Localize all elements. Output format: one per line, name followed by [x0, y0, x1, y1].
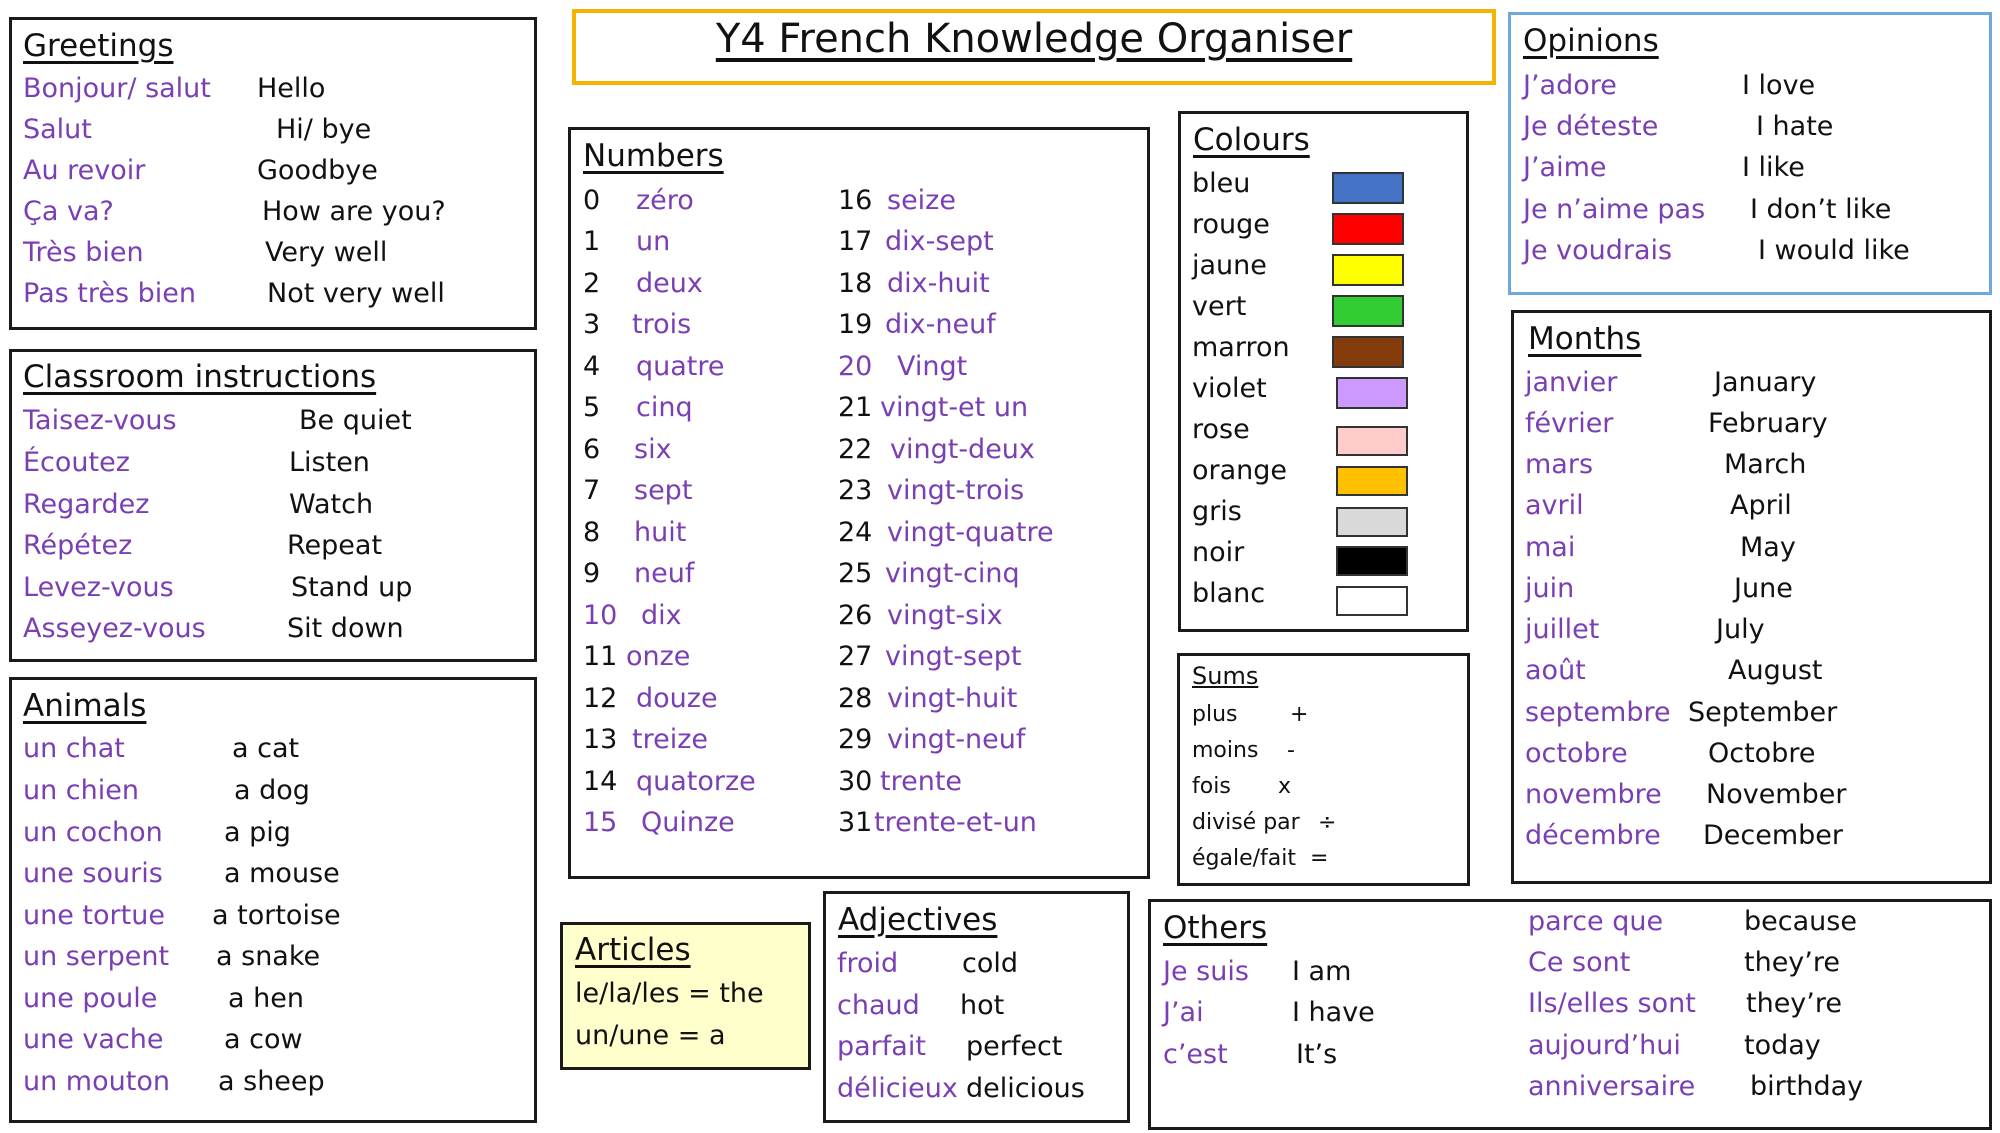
other-en: I have [1292, 997, 1375, 1028]
colours-heading: Colours [1193, 122, 1310, 158]
number-word: dix [641, 600, 682, 631]
month-en: May [1740, 532, 1796, 563]
sum-word: divisé par [1192, 810, 1300, 835]
instruction-fr: Regardez [23, 489, 150, 520]
month-fr: avril [1525, 490, 1584, 521]
animal-en: a tortoise [212, 900, 341, 931]
adjective-fr: parfait [837, 1031, 926, 1062]
opinion-en: I love [1742, 70, 1816, 101]
adjective-en: cold [962, 948, 1019, 979]
animal-fr: un cochon [23, 817, 163, 848]
opinion-fr: Je n’aime pas [1523, 194, 1706, 225]
animal-fr: une tortue [23, 900, 165, 931]
number-word: Vingt [897, 351, 968, 382]
colour-name: vert [1192, 291, 1247, 322]
number-digit: 19 [838, 309, 873, 340]
number-digit: 28 [838, 683, 873, 714]
month-fr: septembre [1525, 697, 1671, 728]
sum-word: fois [1192, 774, 1231, 799]
animal-en: a cow [224, 1024, 303, 1055]
colour-swatch [1332, 336, 1404, 368]
other-fr: anniversaire [1528, 1071, 1696, 1102]
month-fr: juillet [1525, 614, 1600, 645]
sum-word: égale/fait [1192, 846, 1297, 871]
month-fr: mai [1525, 532, 1576, 563]
number-digit: 12 [583, 683, 618, 714]
adjective-en: hot [960, 990, 1005, 1021]
month-fr: février [1525, 408, 1614, 439]
classroom-heading: Classroom instructions [23, 359, 377, 395]
other-en: they’re [1746, 988, 1842, 1019]
number-digit: 8 [583, 517, 601, 548]
others-heading: Others [1163, 910, 1268, 946]
number-digit: 25 [838, 558, 873, 589]
month-fr: novembre [1525, 779, 1662, 810]
number-word: vingt-six [887, 600, 1003, 631]
opinions-heading: Opinions [1523, 23, 1659, 59]
animal-en: a cat [232, 733, 300, 764]
number-digit: 17 [838, 226, 873, 257]
opinion-fr: Je voudrais [1523, 235, 1673, 266]
sum-symbol: - [1287, 738, 1295, 763]
instruction-fr: Asseyez-vous [23, 613, 206, 644]
instruction-fr: Répétez [23, 530, 133, 561]
number-word: onze [626, 641, 691, 672]
month-fr: octobre [1525, 738, 1628, 769]
sum-symbol: + [1290, 702, 1309, 727]
colour-swatch [1336, 586, 1408, 616]
number-word: seize [887, 185, 956, 216]
animal-en: a hen [228, 983, 304, 1014]
adjective-en: delicious [966, 1073, 1085, 1104]
adjective-fr: délicieux [837, 1073, 958, 1104]
number-word: huit [634, 517, 687, 548]
number-word: dix-neuf [885, 309, 996, 340]
adjective-fr: froid [837, 948, 899, 979]
number-word: zéro [636, 185, 694, 216]
opinion-en: I don’t like [1750, 194, 1892, 225]
colour-swatch [1332, 254, 1404, 286]
greeting-fr: Pas très bien [23, 278, 196, 309]
colour-name: gris [1192, 496, 1242, 527]
month-en: June [1734, 573, 1793, 604]
greeting-fr: Au revoir [23, 155, 146, 186]
number-word: un [636, 226, 671, 257]
animal-fr: une vache [23, 1024, 164, 1055]
number-digit: 14 [583, 766, 618, 797]
animal-en: a pig [224, 817, 291, 848]
month-fr: août [1525, 655, 1586, 686]
month-en: January [1714, 367, 1817, 398]
number-word: neuf [634, 558, 695, 589]
other-en: I am [1292, 956, 1352, 987]
number-digit: 18 [838, 268, 873, 299]
animal-en: a dog [234, 775, 310, 806]
number-word: douze [636, 683, 718, 714]
sum-word: plus [1192, 702, 1238, 727]
colour-swatch [1336, 546, 1408, 576]
colour-name: jaune [1192, 250, 1267, 281]
month-en: September [1688, 697, 1838, 728]
number-word: quatorze [636, 766, 756, 797]
number-digit: 27 [838, 641, 873, 672]
article-line: le/la/les = the [575, 978, 764, 1009]
number-word: dix-sept [885, 226, 994, 257]
greeting-fr: Salut [23, 114, 92, 145]
instruction-en: Sit down [287, 613, 404, 644]
number-word: trente [880, 766, 963, 797]
colour-swatch [1332, 172, 1404, 204]
number-word: vingt-cinq [885, 558, 1020, 589]
colour-name: rose [1192, 414, 1250, 445]
month-en: April [1730, 490, 1792, 521]
sum-symbol: x [1278, 774, 1292, 799]
sum-symbol: = [1310, 846, 1329, 871]
page-title: Y4 French Knowledge Organiser [715, 16, 1353, 62]
opinion-en: I like [1742, 152, 1805, 183]
number-word: vingt-et un [880, 392, 1029, 423]
instruction-en: Stand up [291, 572, 413, 603]
colour-name: violet [1192, 373, 1267, 404]
other-fr: Je suis [1163, 956, 1249, 987]
number-digit: 11 [583, 641, 618, 672]
colour-swatch [1332, 295, 1404, 327]
number-word: dix-huit [887, 268, 990, 299]
opinion-fr: J’aime [1523, 152, 1607, 183]
number-digit: 16 [838, 185, 873, 216]
greeting-en: Goodbye [257, 155, 378, 186]
greetings-heading: Greetings [23, 28, 174, 64]
number-word: six [634, 434, 672, 465]
colour-swatch [1336, 507, 1408, 537]
colour-swatch [1336, 426, 1408, 456]
greeting-fr: Ça va? [23, 196, 114, 227]
instruction-en: Listen [289, 447, 370, 478]
number-digit: 30 [838, 766, 873, 797]
number-word: vingt-neuf [887, 724, 1026, 755]
number-digit: 4 [583, 351, 601, 382]
greeting-en: Very well [265, 237, 388, 268]
animal-fr: un serpent [23, 941, 170, 972]
month-en: November [1706, 779, 1847, 810]
number-word: Quinze [641, 807, 735, 838]
animal-fr: une poule [23, 983, 158, 1014]
number-word: deux [636, 268, 703, 299]
animal-en: a mouse [224, 858, 340, 889]
month-en: February [1708, 408, 1828, 439]
animal-fr: un mouton [23, 1066, 170, 1097]
number-word: vingt-quatre [887, 517, 1054, 548]
instruction-fr: Levez-vous [23, 572, 174, 603]
number-digit: 7 [583, 475, 601, 506]
instruction-fr: Taisez-vous [23, 405, 177, 436]
number-word: quatre [636, 351, 725, 382]
animal-fr: un chien [23, 775, 139, 806]
number-digit: 5 [583, 392, 601, 423]
number-word: vingt-sept [885, 641, 1022, 672]
greeting-en: Hello [257, 73, 326, 104]
greeting-en: How are you? [262, 196, 446, 227]
month-en: August [1728, 655, 1823, 686]
opinion-en: I would like [1758, 235, 1910, 266]
instruction-en: Repeat [287, 530, 383, 561]
animal-fr: un chat [23, 733, 125, 764]
month-fr: mars [1525, 449, 1594, 480]
adjectives-heading: Adjectives [838, 902, 998, 938]
other-en: they’re [1744, 947, 1840, 978]
adjective-fr: chaud [837, 990, 920, 1021]
opinion-en: I hate [1756, 111, 1834, 142]
number-word: trente-et-un [874, 807, 1037, 838]
other-fr: parce que [1528, 906, 1664, 937]
number-digit: 20 [838, 351, 873, 382]
other-fr: Ils/elles sont [1528, 988, 1696, 1019]
number-digit: 29 [838, 724, 873, 755]
other-fr: Ce sont [1528, 947, 1631, 978]
sum-symbol: ÷ [1318, 810, 1337, 835]
number-digit: 1 [583, 226, 601, 257]
opinion-fr: J’adore [1523, 70, 1617, 101]
number-digit: 15 [583, 807, 618, 838]
number-digit: 13 [583, 724, 618, 755]
number-digit: 6 [583, 434, 601, 465]
number-digit: 10 [583, 600, 618, 631]
number-digit: 3 [583, 309, 601, 340]
number-digit: 31 [838, 807, 873, 838]
instruction-en: Be quiet [299, 405, 412, 436]
number-digit: 21 [838, 392, 873, 423]
articles-heading: Articles [575, 932, 691, 968]
colour-name: bleu [1192, 168, 1251, 199]
other-en: because [1744, 906, 1857, 937]
other-en: birthday [1750, 1071, 1864, 1102]
number-digit: 24 [838, 517, 873, 548]
adjective-en: perfect [966, 1031, 1063, 1062]
month-en: July [1716, 614, 1765, 645]
animal-fr: une souris [23, 858, 163, 889]
instruction-en: Watch [289, 489, 374, 520]
number-word: vingt-deux [890, 434, 1035, 465]
numbers-heading: Numbers [583, 138, 724, 174]
colour-swatch [1336, 377, 1408, 409]
number-word: treize [632, 724, 708, 755]
colour-name: noir [1192, 537, 1245, 568]
number-digit: 22 [838, 434, 873, 465]
month-fr: décembre [1525, 820, 1661, 851]
greeting-fr: Très bien [23, 237, 144, 268]
sums-heading: Sums [1192, 662, 1259, 690]
colour-name: orange [1192, 455, 1288, 486]
instruction-fr: Écoutez [23, 447, 130, 478]
opinion-fr: Je déteste [1523, 111, 1659, 142]
number-digit: 9 [583, 558, 601, 589]
month-en: December [1703, 820, 1844, 851]
month-en: Octobre [1708, 738, 1816, 769]
colour-name: marron [1192, 332, 1290, 363]
number-digit: 2 [583, 268, 601, 299]
number-word: vingt-trois [887, 475, 1025, 506]
months-heading: Months [1528, 321, 1642, 357]
number-digit: 0 [583, 185, 601, 216]
greeting-en: Hi/ bye [276, 114, 372, 145]
animal-en: a snake [216, 941, 321, 972]
animals-heading: Animals [23, 688, 147, 724]
month-fr: janvier [1525, 367, 1618, 398]
article-line: un/une = a [575, 1020, 726, 1051]
sum-word: moins [1192, 738, 1259, 763]
colour-swatch [1332, 213, 1404, 245]
colour-name: blanc [1192, 578, 1266, 609]
number-word: cinq [636, 392, 693, 423]
other-fr: aujourd’hui [1528, 1030, 1681, 1061]
other-en: today [1744, 1030, 1821, 1061]
month-fr: juin [1525, 573, 1575, 604]
animal-en: a sheep [218, 1066, 325, 1097]
colour-name: rouge [1192, 209, 1270, 240]
greeting-fr: Bonjour/ salut [23, 73, 211, 104]
number-word: sept [634, 475, 693, 506]
number-word: vingt-huit [887, 683, 1018, 714]
number-digit: 23 [838, 475, 873, 506]
other-fr: c’est [1163, 1039, 1228, 1070]
other-fr: J’ai [1163, 997, 1204, 1028]
other-en: It’s [1296, 1039, 1338, 1070]
colour-swatch [1336, 466, 1408, 496]
greeting-en: Not very well [267, 278, 445, 309]
number-word: trois [632, 309, 692, 340]
month-en: March [1724, 449, 1807, 480]
number-digit: 26 [838, 600, 873, 631]
